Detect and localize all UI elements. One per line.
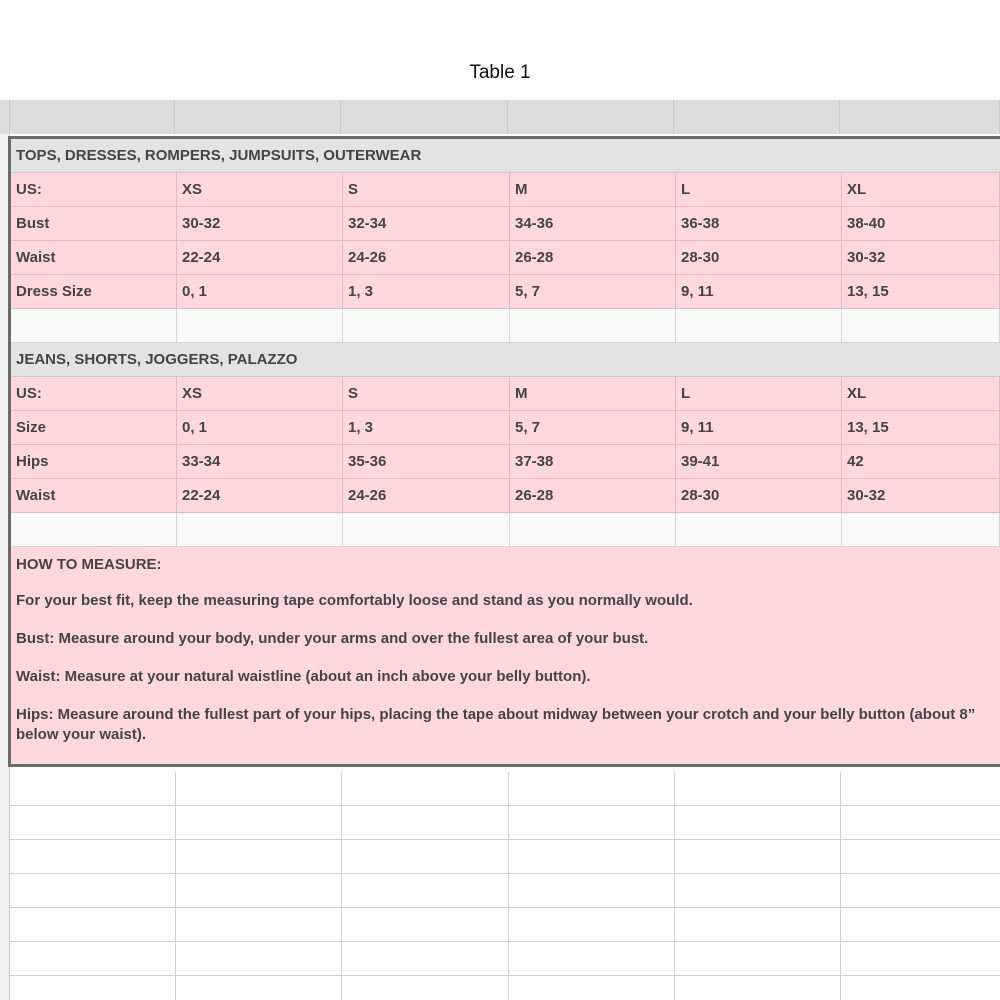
table-cell[interactable]: 5, 7 [510,411,676,444]
column-header-d[interactable] [508,100,674,134]
table-cell[interactable]: 28-30 [676,479,842,512]
size-chart-table [8,136,1000,767]
table-cell[interactable]: 39-41 [676,445,842,478]
empty-grid-area[interactable] [10,772,1000,1000]
table-cell[interactable]: 22-24 [177,479,343,512]
table-cell[interactable]: XL [842,173,1000,206]
table-cell[interactable]: XS [177,377,343,410]
empty-cell[interactable] [676,513,842,546]
row-label-cell[interactable]: Waist [11,241,177,274]
column-header-b[interactable] [175,100,341,134]
table-cell[interactable]: 5, 7 [510,275,676,308]
column-header-band[interactable] [0,100,1000,134]
table-cell[interactable]: XS [177,173,343,206]
measure-intro-text: For your best fit, keep the measuring tape comfortably loose and stand as you normally would. [16,592,693,609]
table-row [11,241,1000,275]
table-row [11,479,1000,513]
column-header-a[interactable] [10,100,175,134]
table-cell[interactable]: L [676,173,842,206]
column-header-e[interactable] [674,100,840,134]
table-cell[interactable]: 32-34 [343,207,510,240]
table-cell[interactable]: 36-38 [676,207,842,240]
row-label-cell[interactable]: Dress Size [11,275,177,308]
table-cell[interactable]: L [676,377,842,410]
measure-waist-text: Waist: Measure at your natural waistline (about an inch above your belly button). [16,668,591,685]
empty-cell[interactable] [676,309,842,342]
table-cell[interactable]: 1, 3 [343,275,510,308]
empty-cell[interactable] [343,309,510,342]
tops-section-title[interactable]: TOPS, DRESSES, ROMPERS, JUMPSUITS, OUTERWEAR [11,139,1000,173]
sheet-title: Table 1 [469,62,531,83]
row-label-cell[interactable]: Bust [11,207,177,240]
table-cell[interactable]: 30-32 [842,479,1000,512]
table-cell[interactable]: 1, 3 [343,411,510,444]
empty-cell[interactable] [11,513,177,546]
table-cell[interactable]: 35-36 [343,445,510,478]
table-cell[interactable]: XL [842,377,1000,410]
table-row [11,207,1000,241]
empty-cell[interactable] [510,513,676,546]
table-cell[interactable]: 28-30 [676,241,842,274]
empty-cell[interactable] [510,309,676,342]
table-cell[interactable]: 37-38 [510,445,676,478]
corner-cell[interactable] [0,100,10,134]
spreadsheet[interactable] [0,100,1000,1000]
table-cell[interactable]: M [510,377,676,410]
table-row [11,275,1000,309]
row-label-cell[interactable]: US: [11,173,177,206]
table-cell[interactable]: 34-36 [510,207,676,240]
column-header-f[interactable] [840,100,1000,134]
empty-cell[interactable] [343,513,510,546]
table-cell[interactable]: 30-32 [842,241,1000,274]
table-cell[interactable]: 0, 1 [177,275,343,308]
measure-hips-text: Hips: Measure around the fullest part of your hips, placing the tape about midway between your crotch and your belly button (about 8” below your waist). [16,706,976,743]
table-row [11,445,1000,479]
table-cell[interactable]: 26-28 [510,479,676,512]
table-cell[interactable]: 42 [842,445,1000,478]
table-cell[interactable]: S [343,377,510,410]
row-label-cell[interactable]: Waist [11,479,177,512]
table-cell[interactable]: 24-26 [343,241,510,274]
how-to-measure-heading: HOW TO MEASURE: [16,556,162,573]
empty-cell[interactable] [177,309,343,342]
table-row [11,173,1000,207]
empty-cell[interactable] [842,309,1000,342]
row-label-cell[interactable]: Hips [11,445,177,478]
row-label-cell[interactable]: US: [11,377,177,410]
table-cell[interactable]: 9, 11 [676,411,842,444]
how-to-measure-cell[interactable] [11,547,1000,764]
row-label-cell[interactable]: Size [11,411,177,444]
table-row [11,411,1000,445]
table-cell[interactable]: 0, 1 [177,411,343,444]
empty-cell[interactable] [842,513,1000,546]
table-cell[interactable]: 30-32 [177,207,343,240]
column-header-c[interactable] [341,100,508,134]
table-cell[interactable]: 9, 11 [676,275,842,308]
table-cell[interactable]: 13, 15 [842,411,1000,444]
empty-cell[interactable] [177,513,343,546]
table-cell[interactable]: 26-28 [510,241,676,274]
table-cell[interactable]: 38-40 [842,207,1000,240]
table-row [11,377,1000,411]
empty-row [11,309,1000,343]
empty-row [11,513,1000,547]
table-cell[interactable]: 33-34 [177,445,343,478]
table-cell[interactable]: S [343,173,510,206]
table-cell[interactable]: 13, 15 [842,275,1000,308]
bottoms-section-title[interactable]: JEANS, SHORTS, JOGGERS, PALAZZO [11,343,1000,377]
table-cell[interactable]: 24-26 [343,479,510,512]
table-cell[interactable]: 22-24 [177,241,343,274]
empty-cell[interactable] [11,309,177,342]
table-cell[interactable]: M [510,173,676,206]
measure-bust-text: Bust: Measure around your body, under your arms and over the fullest area of your bust. [16,630,649,647]
